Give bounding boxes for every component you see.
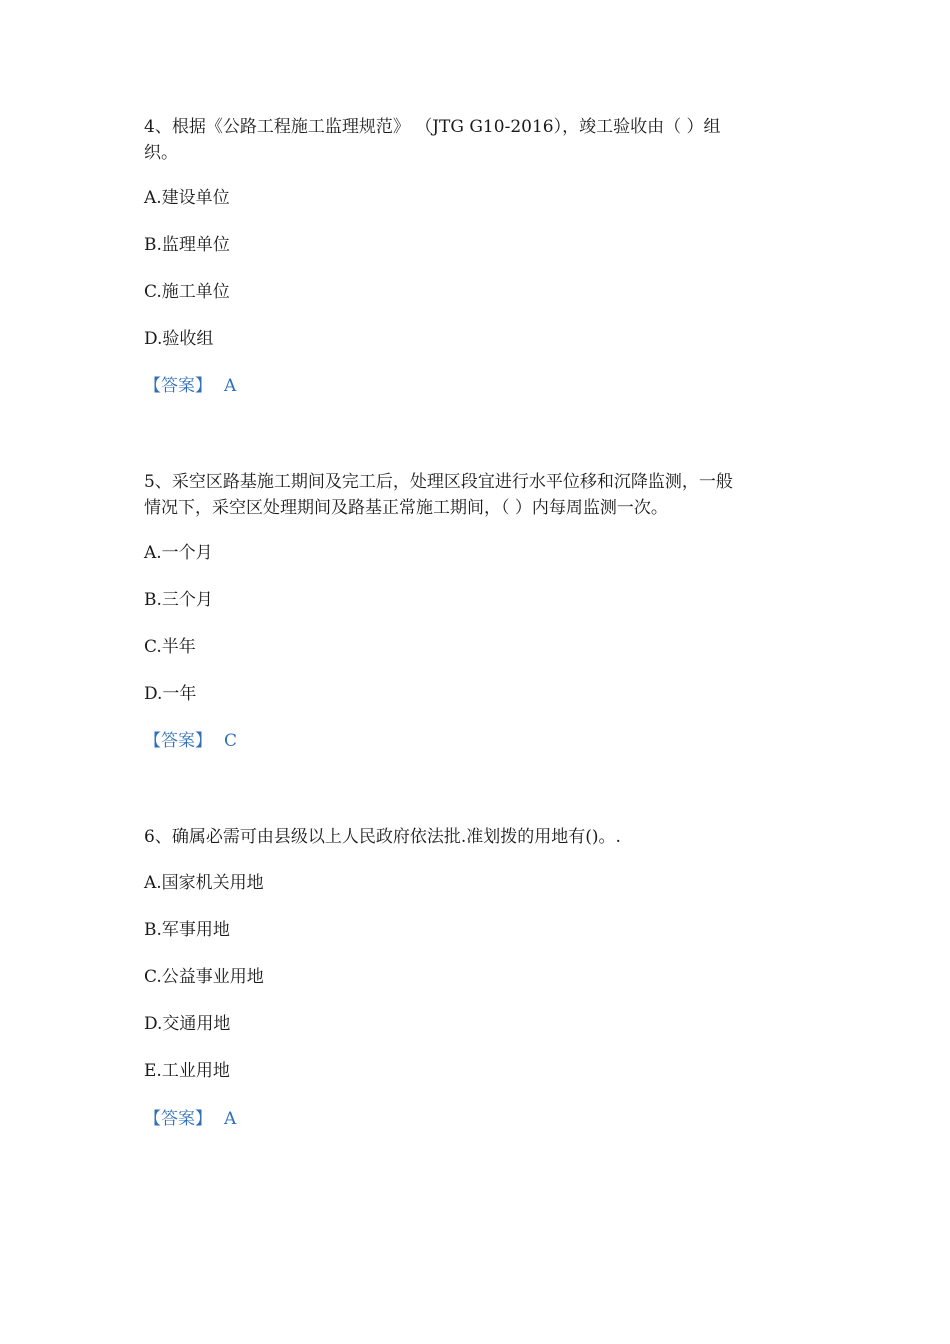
question-5-stem-line1: 5、采空区路基施工期间及完工后，处理区段宜进行水平位移和沉降监测，一般 (144, 472, 733, 492)
question-4-option-d: D.验收组 (144, 329, 214, 349)
question-5-option-c: C.半年 (144, 637, 196, 657)
answer-label: 【答案】 (144, 1109, 212, 1129)
question-6-option-d: D.交通用地 (144, 1014, 231, 1034)
question-6-option-c: C.公益事业用地 (144, 967, 264, 987)
question-5-option-b: B.三个月 (144, 590, 213, 610)
question-4-stem-line2: 织。 (144, 143, 178, 163)
question-6-answer (144, 1106, 236, 1132)
question-4-option-c: C.施工单位 (144, 282, 230, 302)
answer-value: C (224, 731, 238, 751)
question-4-answer (144, 373, 236, 399)
question-5-option-d: D.一年 (144, 684, 197, 704)
answer-value: A (224, 1109, 237, 1129)
question-6-option-a: A.国家机关用地 (144, 873, 264, 893)
question-4-option-b: B.监理单位 (144, 235, 230, 255)
question-5-answer (144, 728, 237, 754)
question-4-option-a: A.建设单位 (144, 188, 230, 208)
question-5-option-a: A.一个月 (144, 543, 213, 563)
question-6-option-e: E.工业用地 (144, 1061, 230, 1081)
answer-label: 【答案】 (144, 731, 212, 751)
answer-label: 【答案】 (144, 376, 212, 396)
question-6-option-b: B.军事用地 (144, 920, 230, 940)
answer-value: A (224, 376, 237, 396)
question-5-stem-line2: 情况下，采空区处理期间及路基正常施工期间，（ ）内每周监测一次。 (144, 498, 668, 518)
question-6-stem: 6、确属必需可由县级以上人民政府依法批.准划拨的用地有()。. (144, 827, 621, 847)
question-4-stem-line1: 4、根据《公路工程施工监理规范》 （JTG G10-2016），竣工验收由（ ）组 (144, 117, 721, 137)
